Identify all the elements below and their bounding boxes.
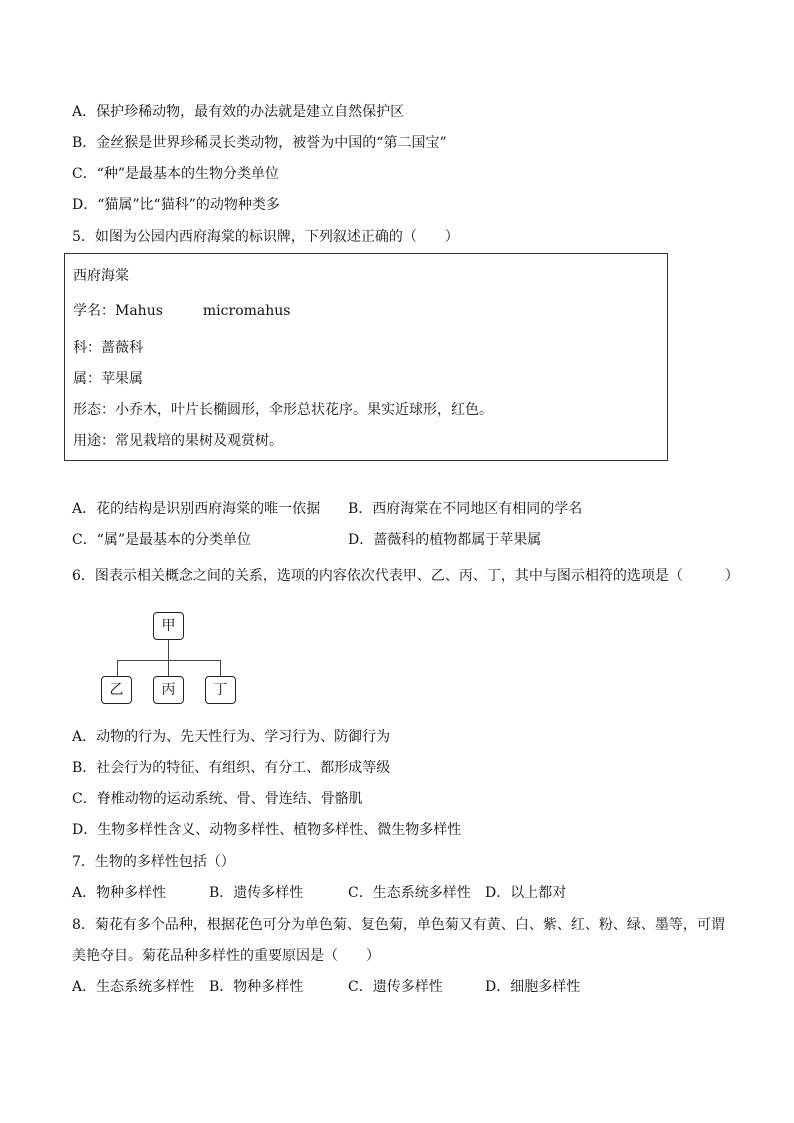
q5-option-b: B．西府海棠在不同地区有相同的学名 [348, 501, 583, 517]
q4-option-d: D．“猫属”比“猫科”的动物种类多 [72, 197, 280, 213]
q8-option-a: A．生态系统多样性 [72, 979, 195, 995]
q6-option-b: B．社会行为的特征、有组织、有分工、都形成等级 [72, 760, 391, 776]
card-name: 西府海棠 [73, 268, 129, 284]
q8-option-d: D．细胞多样性 [485, 979, 581, 995]
card-scientific-name [73, 301, 290, 321]
q6-option-c: C．脊椎动物的运动系统、骨、骨连结、骨骼肌 [72, 791, 363, 807]
q7-option-b: B．遗传多样性 [209, 885, 304, 901]
card-use: 用途：常见栽培的果树及观赏树。 [73, 433, 283, 449]
plant-label-card [64, 253, 668, 461]
diagram-connector-stem [168, 640, 169, 676]
card-family: 科：蔷薇科 [73, 340, 143, 356]
q4-option-a: A．保护珍稀动物，最有效的办法就是建立自然保护区 [72, 104, 405, 120]
diagram-node-child-3: 丁 [205, 676, 236, 704]
q4-option-c: C．“种”是最基本的生物分类单位 [72, 166, 280, 182]
q5-option-c: C．“属”是最基本的分类单位 [72, 532, 252, 548]
q7-option-c: C．生态系统多样性 [348, 885, 471, 901]
card-sci-label: 学名：Mahus [73, 303, 163, 319]
q5-stem: 5．如图为公园内西府海棠的标识牌，下列叙述正确的（ ） [72, 229, 459, 245]
diagram-node-child-2: 丙 [153, 676, 184, 704]
q6-stem: 6．图表示相关概念之间的关系，选项的内容依次代表甲、乙、丙、丁，其中与图示相符的选项是（ ） [72, 568, 739, 584]
card-form: 形态：小乔木，叶片长椭圆形，伞形总状花序。果实近球形，红色。 [73, 402, 493, 418]
diagram-node-child-1: 乙 [101, 676, 132, 704]
diagram-connector-bar [117, 660, 221, 661]
q5-option-d: D．蔷薇科的植物都属于苹果属 [348, 532, 542, 548]
q7-stem: 7．生物的多样性包括（） [72, 854, 235, 870]
q8-option-b: B．物种多样性 [209, 979, 304, 995]
q8-stem-line2: 美艳夺目。菊花品种多样性的重要原因是（ ） [72, 948, 380, 964]
q6-option-a: A．动物的行为、先天性行为、学习行为、防御行为 [72, 729, 391, 745]
diagram-connector-left [117, 660, 118, 676]
diagram-node-top: 甲 [153, 612, 184, 640]
card-sci-word2: micromahus [202, 303, 291, 319]
q5-option-a: A．花的结构是识别西府海棠的唯一依据 [72, 501, 321, 517]
q8-option-c: C．遗传多样性 [348, 979, 443, 995]
q7-option-d: D．以上都对 [485, 885, 567, 901]
q8-stem-line1: 8．菊花有多个品种，根据花色可分为单色菊、复色菊，单色菊又有黄、白、紫、红、粉、绿、墨等，可谓 [72, 917, 725, 933]
q7-option-a: A．物种多样性 [72, 885, 167, 901]
diagram-connector-right [220, 660, 221, 676]
q4-option-b: B．金丝猴是世界珍稀灵长类动物，被誉为中国的“第二国宝” [72, 135, 447, 151]
q6-option-d: D．生物多样性含义、动物多样性、植物多样性、微生物多样性 [72, 822, 462, 838]
card-genus: 属：苹果属 [73, 371, 143, 387]
